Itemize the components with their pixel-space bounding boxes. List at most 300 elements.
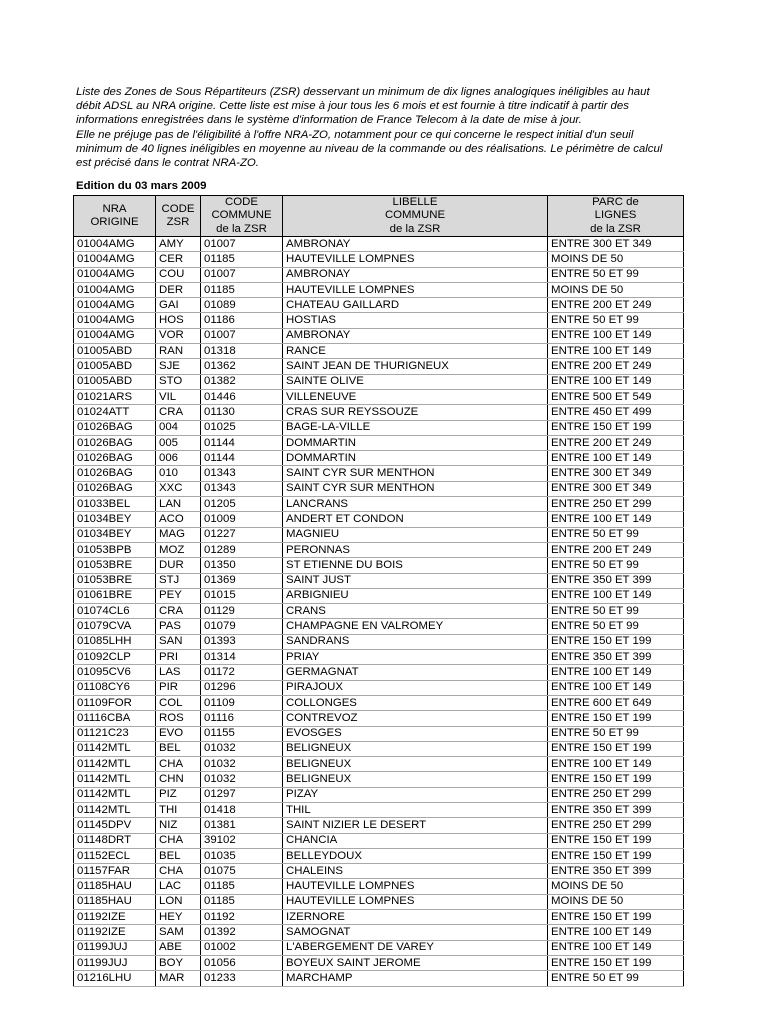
table-row xyxy=(74,711,684,726)
cell-parc-lignes: ENTRE 150 ET 199 xyxy=(548,772,684,787)
cell-nra-origine: 01079CVA xyxy=(74,619,156,634)
cell-code-zsr: DUR xyxy=(156,558,201,573)
cell-nra-origine: 01004AMG xyxy=(74,267,156,282)
cell-code-zsr: BEL xyxy=(156,741,201,756)
table-row xyxy=(74,405,684,420)
cell-libelle-commune: CRANS xyxy=(283,604,548,619)
table-row xyxy=(74,573,684,588)
table-row xyxy=(74,313,684,328)
cell-code-commune: 01002 xyxy=(201,940,283,955)
cell-code-commune: 01393 xyxy=(201,634,283,649)
cell-libelle-commune: CHANCIA xyxy=(283,833,548,848)
table-row xyxy=(74,818,684,833)
cell-code-zsr: ACO xyxy=(156,512,201,527)
cell-libelle-commune: SAINT CYR SUR MENTHON xyxy=(283,481,548,496)
cell-libelle-commune: SAINTE OLIVE xyxy=(283,374,548,389)
cell-nra-origine: 01026BAG xyxy=(74,451,156,466)
cell-libelle-commune: VILLENEUVE xyxy=(283,389,548,404)
cell-libelle-commune: HAUTEVILLE LOMPNES xyxy=(283,252,548,267)
cell-parc-lignes: ENTRE 100 ET 149 xyxy=(548,512,684,527)
cell-code-commune: 01186 xyxy=(201,313,283,328)
cell-code-zsr: EVO xyxy=(156,726,201,741)
cell-nra-origine: 01216LHU xyxy=(74,971,156,986)
cell-code-commune: 01109 xyxy=(201,695,283,710)
table-row xyxy=(74,925,684,940)
cell-code-commune: 01007 xyxy=(201,237,283,252)
cell-libelle-commune: PIRAJOUX xyxy=(283,680,548,695)
cell-code-commune: 01350 xyxy=(201,558,283,573)
cell-code-zsr: HOS xyxy=(156,313,201,328)
table-row xyxy=(74,955,684,970)
cell-code-zsr: GAI xyxy=(156,298,201,313)
table-row xyxy=(74,879,684,894)
cell-parc-lignes: ENTRE 150 ET 199 xyxy=(548,910,684,925)
cell-parc-lignes: ENTRE 250 ET 299 xyxy=(548,787,684,802)
table-row xyxy=(74,802,684,817)
cell-libelle-commune: AMBRONAY xyxy=(283,237,548,252)
table-row xyxy=(74,772,684,787)
table-row xyxy=(74,359,684,374)
cell-libelle-commune: PRIAY xyxy=(283,650,548,665)
table-row xyxy=(74,634,684,649)
cell-code-commune: 01032 xyxy=(201,757,283,772)
cell-libelle-commune: RANCE xyxy=(283,344,548,359)
cell-parc-lignes: ENTRE 250 ET 299 xyxy=(548,497,684,512)
intro-paragraph-2: Elle ne préjuge pas de l'éligibilité à l'offre NRA-ZO, notamment pour ce qui concerne le respect initial d'un seuil minimum de 40 lignes inéligibles en moyenne au niveau de la commande ou des réalisations. Le périmètre de calcul est précisé dans le contrat NRA-ZO. xyxy=(76,128,663,170)
cell-nra-origine: 01004AMG xyxy=(74,282,156,297)
cell-code-zsr: ROS xyxy=(156,711,201,726)
cell-libelle-commune: HOSTIAS xyxy=(283,313,548,328)
cell-nra-origine: 01053BRE xyxy=(74,573,156,588)
table-row xyxy=(74,420,684,435)
cell-libelle-commune: AMBRONAY xyxy=(283,267,548,282)
cell-parc-lignes: ENTRE 50 ET 99 xyxy=(548,527,684,542)
cell-code-zsr: RAN xyxy=(156,344,201,359)
header-line: ZSR xyxy=(166,216,190,228)
table-row xyxy=(74,650,684,665)
cell-code-commune: 01172 xyxy=(201,665,283,680)
cell-code-commune: 01185 xyxy=(201,879,283,894)
table-row xyxy=(74,741,684,756)
cell-nra-origine: 01024ATT xyxy=(74,405,156,420)
cell-libelle-commune: PIZAY xyxy=(283,787,548,802)
cell-libelle-commune: MAGNIEU xyxy=(283,527,548,542)
cell-nra-origine: 01085LHH xyxy=(74,634,156,649)
header-code-zsr xyxy=(156,196,201,237)
cell-code-commune: 01089 xyxy=(201,298,283,313)
cell-code-commune: 01007 xyxy=(201,267,283,282)
cell-libelle-commune: CRAS SUR REYSSOUZE xyxy=(283,405,548,420)
cell-nra-origine: 01004AMG xyxy=(74,252,156,267)
cell-code-zsr: CRA xyxy=(156,604,201,619)
cell-code-commune: 01227 xyxy=(201,527,283,542)
table-row xyxy=(74,466,684,481)
cell-code-commune: 01392 xyxy=(201,925,283,940)
cell-parc-lignes: ENTRE 50 ET 99 xyxy=(548,604,684,619)
cell-parc-lignes: ENTRE 100 ET 149 xyxy=(548,757,684,772)
table-row xyxy=(74,864,684,879)
cell-code-zsr: LAN xyxy=(156,497,201,512)
cell-code-commune: 01025 xyxy=(201,420,283,435)
cell-libelle-commune: BELLEYDOUX xyxy=(283,848,548,863)
table-row xyxy=(74,298,684,313)
table-row xyxy=(74,252,684,267)
cell-parc-lignes: ENTRE 300 ET 349 xyxy=(548,237,684,252)
cell-nra-origine: 01004AMG xyxy=(74,313,156,328)
cell-code-zsr: LON xyxy=(156,894,201,909)
cell-code-zsr: CHA xyxy=(156,864,201,879)
cell-libelle-commune: PERONNAS xyxy=(283,542,548,557)
header-line: CODE xyxy=(161,202,195,215)
table-row xyxy=(74,282,684,297)
table-row xyxy=(74,665,684,680)
cell-nra-origine: 01092CLP xyxy=(74,650,156,665)
cell-code-zsr: VOR xyxy=(156,328,201,343)
table-row xyxy=(74,558,684,573)
cell-libelle-commune: LANCRANS xyxy=(283,497,548,512)
cell-code-commune: 01185 xyxy=(201,894,283,909)
cell-code-commune: 01056 xyxy=(201,955,283,970)
cell-nra-origine: 01034BEY xyxy=(74,512,156,527)
header-line: ORIGINE xyxy=(90,216,139,228)
cell-code-commune: 01032 xyxy=(201,772,283,787)
cell-parc-lignes: ENTRE 100 ET 149 xyxy=(548,451,684,466)
cell-nra-origine: 01026BAG xyxy=(74,420,156,435)
cell-nra-origine: 01004AMG xyxy=(74,328,156,343)
header-line: COMMUNE xyxy=(384,209,446,222)
cell-code-zsr: SAN xyxy=(156,634,201,649)
cell-nra-origine: 01053BRE xyxy=(74,558,156,573)
cell-libelle-commune: EVOSGES xyxy=(283,726,548,741)
table-row xyxy=(74,787,684,802)
cell-libelle-commune: BAGE-LA-VILLE xyxy=(283,420,548,435)
cell-nra-origine: 01005ABD xyxy=(74,359,156,374)
cell-libelle-commune: SAMOGNAT xyxy=(283,925,548,940)
cell-nra-origine: 01074CL6 xyxy=(74,604,156,619)
cell-code-zsr: PIZ xyxy=(156,787,201,802)
cell-nra-origine: 01157FAR xyxy=(74,864,156,879)
table-row xyxy=(74,910,684,925)
cell-code-commune: 01144 xyxy=(201,435,283,450)
cell-libelle-commune: CHAMPAGNE EN VALROMEY xyxy=(283,619,548,634)
cell-parc-lignes: ENTRE 350 ET 399 xyxy=(548,650,684,665)
cell-libelle-commune: SAINT NIZIER LE DESERT xyxy=(283,818,548,833)
cell-libelle-commune: SAINT JUST xyxy=(283,573,548,588)
cell-code-commune: 01343 xyxy=(201,481,283,496)
header-line: PARC de xyxy=(592,196,639,209)
cell-parc-lignes: ENTRE 200 ET 249 xyxy=(548,298,684,313)
cell-libelle-commune: THIL xyxy=(283,802,548,817)
cell-nra-origine: 01145DPV xyxy=(74,818,156,833)
cell-parc-lignes: ENTRE 150 ET 199 xyxy=(548,848,684,863)
cell-code-zsr: NIZ xyxy=(156,818,201,833)
table-row xyxy=(74,451,684,466)
cell-libelle-commune: SANDRANS xyxy=(283,634,548,649)
cell-code-zsr: 004 xyxy=(156,420,201,435)
cell-libelle-commune: HAUTEVILLE LOMPNES xyxy=(283,879,548,894)
cell-code-zsr: CHA xyxy=(156,757,201,772)
cell-nra-origine: 01026BAG xyxy=(74,435,156,450)
table-row xyxy=(74,894,684,909)
cell-parc-lignes: ENTRE 100 ET 149 xyxy=(548,344,684,359)
cell-libelle-commune: BELIGNEUX xyxy=(283,741,548,756)
table-body xyxy=(74,237,684,987)
cell-code-zsr: PRI xyxy=(156,650,201,665)
cell-libelle-commune: DOMMARTIN xyxy=(283,435,548,450)
cell-code-commune: 01418 xyxy=(201,802,283,817)
cell-parc-lignes: MOINS DE 50 xyxy=(548,879,684,894)
cell-code-zsr: AMY xyxy=(156,237,201,252)
cell-libelle-commune: CHALEINS xyxy=(283,864,548,879)
cell-libelle-commune: ANDERT ET CONDON xyxy=(283,512,548,527)
cell-libelle-commune: HAUTEVILLE LOMPNES xyxy=(283,894,548,909)
cell-nra-origine: 01192IZE xyxy=(74,910,156,925)
cell-nra-origine: 01185HAU xyxy=(74,894,156,909)
cell-nra-origine: 01004AMG xyxy=(74,237,156,252)
cell-nra-origine: 01005ABD xyxy=(74,344,156,359)
cell-code-zsr: VIL xyxy=(156,389,201,404)
table-row xyxy=(74,527,684,542)
header-line: de la ZSR xyxy=(590,222,641,235)
cell-nra-origine: 01199JUJ xyxy=(74,940,156,955)
header-row xyxy=(74,196,684,237)
cell-nra-origine: 01061BRE xyxy=(74,588,156,603)
cell-parc-lignes: ENTRE 200 ET 249 xyxy=(548,435,684,450)
cell-code-commune: 01007 xyxy=(201,328,283,343)
cell-code-commune: 01205 xyxy=(201,497,283,512)
cell-code-zsr: 005 xyxy=(156,435,201,450)
table-row xyxy=(74,971,684,986)
cell-code-commune: 01079 xyxy=(201,619,283,634)
cell-code-commune: 39102 xyxy=(201,833,283,848)
cell-code-commune: 01185 xyxy=(201,252,283,267)
cell-nra-origine: 01192IZE xyxy=(74,925,156,940)
cell-nra-origine: 01053BPB xyxy=(74,542,156,557)
cell-nra-origine: 01034BEY xyxy=(74,527,156,542)
cell-nra-origine: 01142MTL xyxy=(74,802,156,817)
cell-parc-lignes: ENTRE 100 ET 149 xyxy=(548,588,684,603)
cell-parc-lignes: ENTRE 150 ET 199 xyxy=(548,955,684,970)
cell-code-zsr: CHA xyxy=(156,833,201,848)
cell-code-zsr: 006 xyxy=(156,451,201,466)
cell-parc-lignes: ENTRE 500 ET 549 xyxy=(548,389,684,404)
cell-code-zsr: 010 xyxy=(156,466,201,481)
header-line: LIGNES xyxy=(594,209,637,222)
table-header xyxy=(74,196,684,237)
cell-libelle-commune: ST ETIENNE DU BOIS xyxy=(283,558,548,573)
cell-nra-origine: 01199JUJ xyxy=(74,955,156,970)
cell-code-zsr: LAS xyxy=(156,665,201,680)
table-row xyxy=(74,389,684,404)
cell-code-commune: 01318 xyxy=(201,344,283,359)
header-line: LIBELLE xyxy=(392,196,438,209)
cell-parc-lignes: ENTRE 350 ET 399 xyxy=(548,864,684,879)
cell-code-commune: 01192 xyxy=(201,910,283,925)
cell-parc-lignes: ENTRE 200 ET 249 xyxy=(548,359,684,374)
cell-libelle-commune: BELIGNEUX xyxy=(283,772,548,787)
cell-code-zsr: CRA xyxy=(156,405,201,420)
cell-code-commune: 01009 xyxy=(201,512,283,527)
cell-libelle-commune: HAUTEVILLE LOMPNES xyxy=(283,282,548,297)
cell-parc-lignes: ENTRE 100 ET 149 xyxy=(548,940,684,955)
cell-parc-lignes: ENTRE 250 ET 299 xyxy=(548,818,684,833)
cell-code-zsr: XXC xyxy=(156,481,201,496)
cell-code-commune: 01035 xyxy=(201,848,283,863)
cell-code-commune: 01446 xyxy=(201,389,283,404)
table-row xyxy=(74,435,684,450)
cell-code-commune: 01185 xyxy=(201,282,283,297)
table-row xyxy=(74,512,684,527)
cell-nra-origine: 01095CV6 xyxy=(74,665,156,680)
cell-nra-origine: 01021ARS xyxy=(74,389,156,404)
header-line: CODE xyxy=(225,196,258,209)
cell-libelle-commune: IZERNORE xyxy=(283,910,548,925)
table-row xyxy=(74,848,684,863)
cell-nra-origine: 01026BAG xyxy=(74,466,156,481)
table-row xyxy=(74,619,684,634)
cell-code-commune: 01296 xyxy=(201,680,283,695)
cell-parc-lignes: ENTRE 100 ET 149 xyxy=(548,328,684,343)
cell-code-commune: 01130 xyxy=(201,405,283,420)
cell-code-zsr: ABE xyxy=(156,940,201,955)
cell-libelle-commune: CHATEAU GAILLARD xyxy=(283,298,548,313)
cell-parc-lignes: ENTRE 200 ET 249 xyxy=(548,542,684,557)
cell-code-zsr: LAC xyxy=(156,879,201,894)
cell-nra-origine: 01121C23 xyxy=(74,726,156,741)
cell-code-commune: 01015 xyxy=(201,588,283,603)
cell-code-commune: 01129 xyxy=(201,604,283,619)
header-line: NRA xyxy=(102,202,127,215)
cell-libelle-commune: SAINT JEAN DE THURIGNEUX xyxy=(283,359,548,374)
table-row xyxy=(74,328,684,343)
cell-code-commune: 01297 xyxy=(201,787,283,802)
cell-parc-lignes: MOINS DE 50 xyxy=(548,894,684,909)
cell-nra-origine: 01108CY6 xyxy=(74,680,156,695)
cell-parc-lignes: ENTRE 150 ET 199 xyxy=(548,634,684,649)
table-row xyxy=(74,726,684,741)
cell-nra-origine: 01142MTL xyxy=(74,741,156,756)
cell-nra-origine: 01116CBA xyxy=(74,711,156,726)
cell-code-commune: 01382 xyxy=(201,374,283,389)
cell-code-zsr: CHN xyxy=(156,772,201,787)
header-code-commune xyxy=(201,196,283,237)
cell-libelle-commune: SAINT CYR SUR MENTHON xyxy=(283,466,548,481)
header-line: de la ZSR xyxy=(216,222,267,235)
cell-code-commune: 01362 xyxy=(201,359,283,374)
cell-code-commune: 01155 xyxy=(201,726,283,741)
cell-parc-lignes: ENTRE 150 ET 199 xyxy=(548,741,684,756)
cell-code-zsr: THI xyxy=(156,802,201,817)
cell-parc-lignes: ENTRE 50 ET 99 xyxy=(548,726,684,741)
cell-code-zsr: SJE xyxy=(156,359,201,374)
cell-parc-lignes: ENTRE 50 ET 99 xyxy=(548,313,684,328)
cell-nra-origine: 01185HAU xyxy=(74,879,156,894)
cell-nra-origine: 01004AMG xyxy=(74,298,156,313)
cell-code-commune: 01032 xyxy=(201,741,283,756)
cell-nra-origine: 01152ECL xyxy=(74,848,156,863)
cell-code-zsr: MAG xyxy=(156,527,201,542)
cell-parc-lignes: ENTRE 600 ET 649 xyxy=(548,695,684,710)
cell-code-zsr: DER xyxy=(156,282,201,297)
header-parc-lignes xyxy=(548,196,684,237)
cell-parc-lignes: ENTRE 300 ET 349 xyxy=(548,481,684,496)
cell-parc-lignes: ENTRE 300 ET 349 xyxy=(548,466,684,481)
table-row xyxy=(74,497,684,512)
cell-code-commune: 01343 xyxy=(201,466,283,481)
cell-libelle-commune: BELIGNEUX xyxy=(283,757,548,772)
cell-nra-origine: 01142MTL xyxy=(74,772,156,787)
cell-libelle-commune: GERMAGNAT xyxy=(283,665,548,680)
cell-nra-origine: 01142MTL xyxy=(74,787,156,802)
table-row xyxy=(74,757,684,772)
cell-parc-lignes: ENTRE 150 ET 199 xyxy=(548,711,684,726)
table-row xyxy=(74,940,684,955)
cell-libelle-commune: MARCHAMP xyxy=(283,971,548,986)
cell-code-zsr: COL xyxy=(156,695,201,710)
cell-libelle-commune: ARBIGNIEU xyxy=(283,588,548,603)
cell-parc-lignes: ENTRE 350 ET 399 xyxy=(548,573,684,588)
cell-code-zsr: PEY xyxy=(156,588,201,603)
cell-nra-origine: 01148DRT xyxy=(74,833,156,848)
cell-code-commune: 01289 xyxy=(201,542,283,557)
cell-code-zsr: COU xyxy=(156,267,201,282)
header-line: de la ZSR xyxy=(389,222,441,235)
cell-parc-lignes: ENTRE 450 ET 499 xyxy=(548,405,684,420)
cell-parc-lignes: ENTRE 50 ET 99 xyxy=(548,558,684,573)
cell-parc-lignes: ENTRE 100 ET 149 xyxy=(548,665,684,680)
cell-nra-origine: 01142MTL xyxy=(74,757,156,772)
zsr-table xyxy=(73,195,684,987)
cell-libelle-commune: DOMMARTIN xyxy=(283,451,548,466)
cell-code-zsr: STO xyxy=(156,374,201,389)
header-libelle-commune xyxy=(283,196,548,237)
cell-parc-lignes: ENTRE 150 ET 199 xyxy=(548,833,684,848)
cell-code-zsr: BOY xyxy=(156,955,201,970)
table-row xyxy=(74,542,684,557)
header-nra-origine xyxy=(74,196,156,237)
table-row xyxy=(74,481,684,496)
cell-parc-lignes: ENTRE 100 ET 149 xyxy=(548,925,684,940)
cell-code-zsr: CER xyxy=(156,252,201,267)
cell-parc-lignes: ENTRE 100 ET 149 xyxy=(548,680,684,695)
cell-code-commune: 01381 xyxy=(201,818,283,833)
edition-date: Edition du 03 mars 2009 xyxy=(76,180,207,192)
cell-code-zsr: STJ xyxy=(156,573,201,588)
cell-libelle-commune: COLLONGES xyxy=(283,695,548,710)
cell-parc-lignes: ENTRE 150 ET 199 xyxy=(548,420,684,435)
table-row xyxy=(74,267,684,282)
table-row xyxy=(74,588,684,603)
table-row xyxy=(74,237,684,252)
cell-parc-lignes: ENTRE 50 ET 99 xyxy=(548,267,684,282)
intro-text xyxy=(76,85,676,170)
table-row xyxy=(74,695,684,710)
cell-code-zsr: BEL xyxy=(156,848,201,863)
table-row xyxy=(74,604,684,619)
cell-code-zsr: HEY xyxy=(156,910,201,925)
cell-code-zsr: PAS xyxy=(156,619,201,634)
cell-code-commune: 01314 xyxy=(201,650,283,665)
cell-code-commune: 01075 xyxy=(201,864,283,879)
cell-nra-origine: 01033BEL xyxy=(74,497,156,512)
cell-code-zsr: PIR xyxy=(156,680,201,695)
cell-parc-lignes: ENTRE 100 ET 149 xyxy=(548,374,684,389)
cell-libelle-commune: CONTREVOZ xyxy=(283,711,548,726)
table-row xyxy=(74,344,684,359)
cell-parc-lignes: ENTRE 50 ET 99 xyxy=(548,971,684,986)
header-line: COMMUNE xyxy=(211,209,272,222)
cell-parc-lignes: MOINS DE 50 xyxy=(548,282,684,297)
